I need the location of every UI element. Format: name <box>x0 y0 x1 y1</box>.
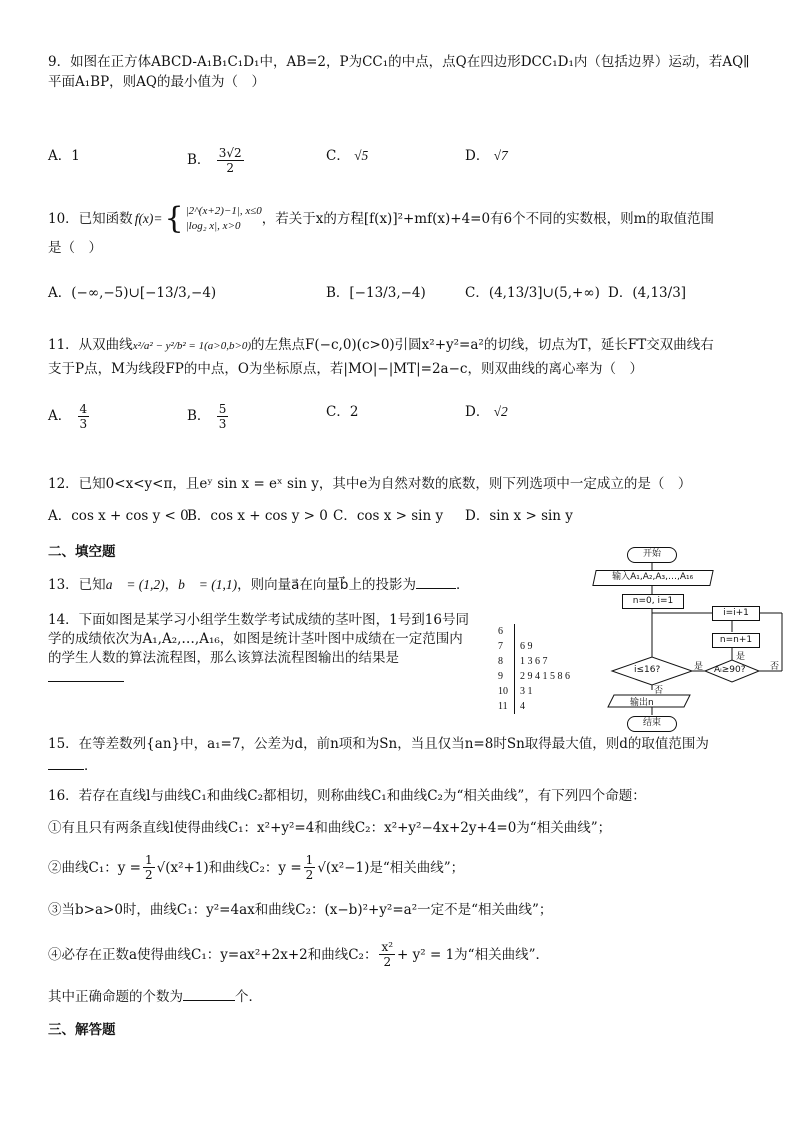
q16-p4-fraction <box>379 940 395 969</box>
q11-option-a <box>48 402 91 431</box>
q10-suffix: ，若关于x的方程[f(x)]²+mf(x)+4=0有6个不同的实数根，则m的取值范围 <box>261 211 714 227</box>
q14-line2: 学的成绩依次为A₁,A₂,…,A₁₆，如图是统计茎叶图中成绩在一定范围内 <box>48 631 463 647</box>
q11-option-b-label: B． <box>187 408 211 424</box>
q16-answer-line <box>48 986 262 1007</box>
q10-option-d: D．(4,13/3] <box>608 285 687 301</box>
flowchart-input-text: 输入A₁,A₂,A₃,…,A₁₆ <box>612 572 694 582</box>
q16-p2-half-1-den: 2 <box>144 868 153 882</box>
q9-option-c-value: √5 <box>354 148 369 163</box>
q11-option-a-den: 3 <box>79 417 88 431</box>
q16-p2b: √(x²+1)和曲线C₂：y = <box>156 859 302 876</box>
q13-line <box>48 574 470 595</box>
leaves <box>520 624 570 639</box>
flowchart-cond-a: Aᵢ≥90? <box>714 665 746 675</box>
flowchart-output: 输出n <box>630 698 654 708</box>
q10-option-b: B．[−13/3,−4) <box>326 285 426 301</box>
flowchart-init: n=0, i=1 <box>622 594 684 609</box>
q9-option-b-fraction <box>217 146 244 175</box>
q13-text-c: ． <box>456 577 470 593</box>
q16-p4-num: x² <box>381 940 394 954</box>
flowchart-yes-label: 是 <box>694 662 704 672</box>
q16-line1: 16．若存在直线l与曲线C₁和曲线C₂都相切，则称曲线C₁和曲线C₂为“相关曲线”，有下列四个命题： <box>48 788 646 804</box>
q9-option-d <box>465 146 508 166</box>
q11-option-b-fraction <box>217 402 229 431</box>
stem-column <box>498 624 508 714</box>
q9-option-d-value: √7 <box>493 148 508 163</box>
q15-answer-blank <box>48 755 84 770</box>
q11-option-b-num: 5 <box>218 402 227 416</box>
q11-option-a-num: 4 <box>79 402 88 416</box>
q11-option-c: C．2 <box>326 404 359 420</box>
q10-brace: { <box>164 201 184 236</box>
stem: 7 <box>498 641 503 652</box>
stem: 6 <box>498 626 503 637</box>
q9-option-b-den: 2 <box>226 161 234 175</box>
flowchart-cond-i: i≤16? <box>634 665 661 675</box>
flowchart-inc-i: i=i+1 <box>712 606 760 621</box>
flowchart-inc-n: n=n+1 <box>712 633 760 648</box>
flowchart-no-label: 否 <box>654 686 664 696</box>
q14-line3: 的学生人数的算法流程图，那么该算法流程图输出的结果是 <box>48 650 399 666</box>
q16-p2-half-2-den: 2 <box>305 868 314 882</box>
q11-line1 <box>48 335 714 356</box>
q12-line1: 12．已知0<x<y<π，且eʸ sin x = eˣ sin y，其中e为自然对数的底数，则下列选项中一定成立的是（ ） <box>48 476 692 492</box>
flowchart-start: 开始 <box>627 547 677 563</box>
q16-proposition-3: ③当b>a>0时，曲线C₁：y²=4ax和曲线C₂：(x−b)²+y²=a²一定不是“相关曲线”； <box>48 902 553 918</box>
leaves: 2 9 4 1 5 8 6 <box>520 671 570 682</box>
flowchart-no-label-a: 否 <box>770 662 780 672</box>
q16-proposition-4 <box>48 940 549 969</box>
q13-text-b: ，则向量a⃗在向量b⃗上的投影为 <box>237 577 416 593</box>
q16-p2-half-2 <box>304 853 316 882</box>
q11-line1a: 11．从双曲线 <box>48 337 133 353</box>
q10-line2: 是（ ） <box>48 240 102 256</box>
q10-option-c: C．(4,13/3]∪(5,+∞) <box>465 285 600 301</box>
q14-answer-line <box>48 667 124 688</box>
q12-option-d: D．sin x > sin y <box>465 508 573 524</box>
flowchart-input <box>592 570 713 586</box>
q13-vec-a: a⃗ = (1,2) <box>105 577 165 592</box>
q16-p4a: ④必存在正数a使得曲线C₁：y=ax²+2x+2和曲线C₂： <box>48 946 378 963</box>
q16-answer-blank <box>183 986 235 1001</box>
q10-prefix: 10．已知函数 <box>48 211 133 227</box>
q9-option-b-label: B． <box>187 152 211 168</box>
leaves: 1 3 6 7 <box>520 656 548 667</box>
leaves: 4 <box>520 701 525 712</box>
q9-option-c-label: C． <box>326 148 350 164</box>
q11-option-a-label: A． <box>48 408 72 424</box>
flowchart-end: 结束 <box>627 716 677 732</box>
q12-option-a: A．cos x + cos y < 0 <box>48 508 189 524</box>
q10-case1: |2^(x+2)−1|, x≤0 <box>185 205 262 217</box>
q9-option-b-num: 3√2 <box>218 146 242 160</box>
q11-option-d <box>465 402 508 422</box>
q9-line1: 9．如图在正方体ABCD-A₁B₁C₁D₁中，AB=2，P为CC₁的中点，点Q在四边形DCC₁D₁内（包括边界）运动，若AQ∥ <box>48 54 750 70</box>
q11-option-d-value: √2 <box>493 404 508 419</box>
q16-answer-a: 其中正确命题的个数为 <box>48 989 183 1005</box>
q10-option-a: A．(−∞,−5)∪[−13/3,−4) <box>48 285 217 301</box>
q16-p2-half-2-num: 1 <box>305 853 314 867</box>
q13-sep: ， <box>164 577 179 593</box>
q11-line2: 支于P点，M为线段FP的中点，O为坐标原点，若|MO|−|MT|=2a−c，则双曲线的离心率为（ ） <box>48 361 643 377</box>
stem: 10 <box>498 686 508 697</box>
q13-answer-blank <box>416 574 456 589</box>
leaf-column <box>520 624 570 714</box>
flowchart-yes-label-a: 是 <box>736 652 746 662</box>
q16-p4-den: 2 <box>383 955 392 969</box>
q16-p2-half-1-num: 1 <box>144 853 153 867</box>
q11-option-d-label: D． <box>465 404 490 420</box>
q13-text-a: 13．已知 <box>48 577 106 593</box>
q10-func: f(x)= <box>134 211 163 226</box>
q16-proposition-1: ①有且只有两条直线l使得曲线C₁：x²+y²=4和曲线C₂：x²+y²−4x+2y+4=0为“相关曲线”； <box>48 820 612 836</box>
leaves: 6 9 <box>520 641 533 652</box>
q9-option-d-label: D． <box>465 148 490 164</box>
section-fill-in: 二、填空题 <box>48 544 116 560</box>
q12-option-b: B．cos x + cos y > 0 <box>187 508 328 524</box>
q11-option-a-fraction <box>78 402 90 431</box>
stem: 9 <box>498 671 503 682</box>
stem-leaf-divider <box>514 624 515 714</box>
leaves: 3 1 <box>520 686 533 697</box>
q9-option-c <box>326 146 368 166</box>
q16-proposition-2 <box>48 853 464 882</box>
q13-vec-b: b⃗ = (1,1) <box>178 577 238 592</box>
q11-hyperbola: x²/a² − y²/b² = 1(a>0,b>0) <box>132 340 252 352</box>
q10-case2: |log₂ x|, x>0 <box>185 220 241 232</box>
stem: 8 <box>498 656 503 667</box>
stem: 11 <box>498 701 508 712</box>
q16-p2a: ②曲线C₁：y = <box>48 859 141 876</box>
q16-p2-half-1 <box>143 853 155 882</box>
q9-option-b <box>187 146 246 175</box>
q16-p4b: + y² = 1为“相关曲线”． <box>397 946 549 963</box>
q9-line2: 平面A₁BP，则AQ的最小值为（ ） <box>48 74 265 90</box>
q10-line1 <box>48 201 714 236</box>
q10-cases <box>186 204 262 234</box>
q16-answer-b: 个． <box>235 989 262 1005</box>
q11-line1c: 的左焦点F(−c,0)(c>0)引圆x²+y²=a²的切线，切点为T，延长FT交双曲线右 <box>251 337 714 353</box>
q15-period: ． <box>84 758 98 774</box>
q15-line2 <box>48 755 98 776</box>
section-solve: 三、解答题 <box>48 1022 116 1038</box>
q14-answer-blank <box>48 667 124 682</box>
q15-line1: 15．在等差数列{an}中，a₁=7，公差为d，前n项和为Sn，当且仅当n=8时Sn取得最大值，则d的取值范围为 <box>48 736 709 752</box>
q16-p2c: √(x²−1)是“相关曲线”； <box>317 859 465 876</box>
q9-option-a: A．1 <box>48 148 80 164</box>
q11-option-b <box>187 402 230 431</box>
q12-option-c: C．cos x > sin y <box>333 508 444 524</box>
algorithm-flowchart <box>592 545 792 745</box>
q14-line1: 14．下面如图是某学习小组学生数学考试成绩的茎叶图，1号到16号同 <box>48 612 469 628</box>
q11-option-b-den: 3 <box>218 417 227 431</box>
